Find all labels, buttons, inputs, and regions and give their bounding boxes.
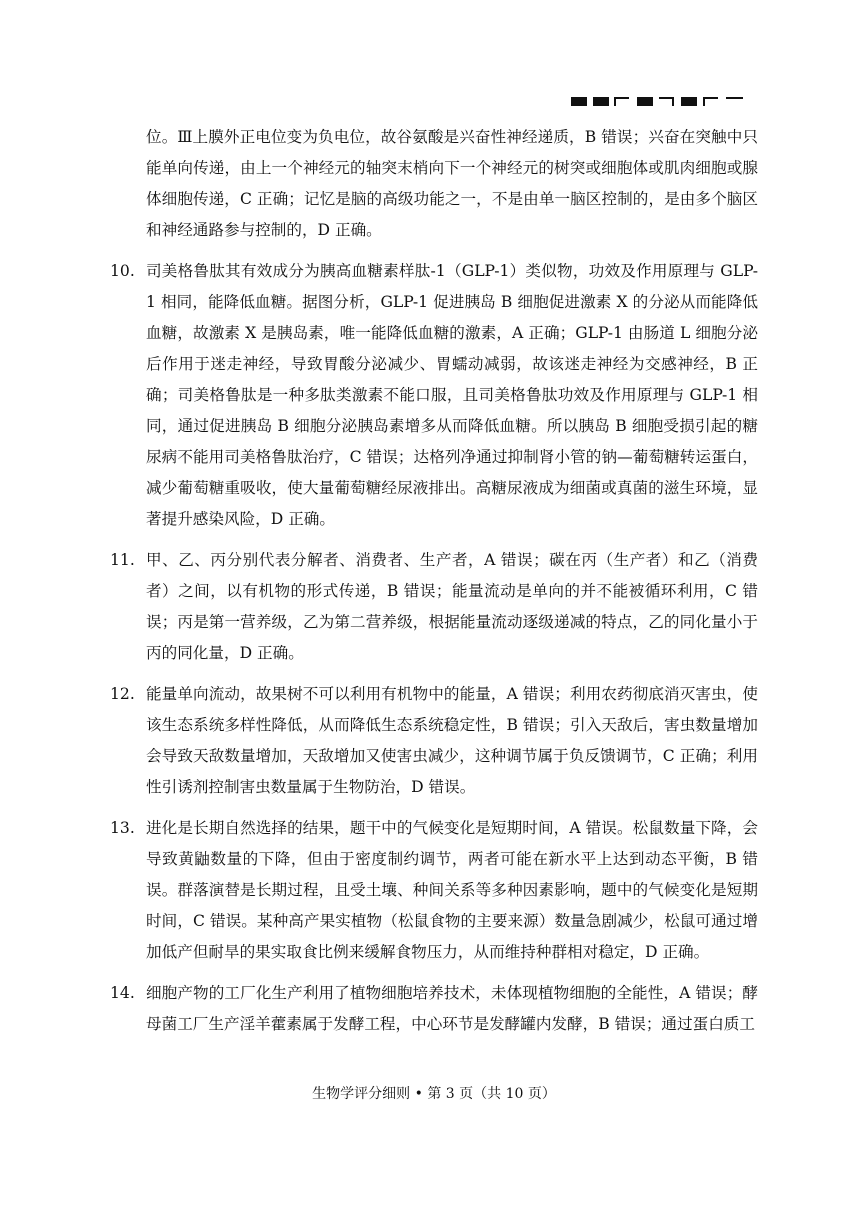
header-corner bbox=[704, 98, 718, 106]
answer-number: 13. bbox=[110, 819, 135, 837]
answer-10 bbox=[110, 256, 758, 535]
header-block bbox=[571, 97, 587, 106]
answer-text: 细胞产物的工厂化生产利用了植物细胞培养技术，未体现植物细胞的全能性，A 错误；酵母菌工厂生产淫羊藿素属于发酵工程，中心环节是发酵罐内发酵，B 错误；通过蛋白质工 bbox=[146, 984, 758, 1033]
answer-number: 11. bbox=[110, 551, 135, 569]
header-corner bbox=[615, 98, 629, 106]
header-corner bbox=[659, 98, 673, 106]
header-block bbox=[637, 97, 653, 106]
paragraph-continued: 位。Ⅲ上膜外正电位变为负电位，故谷氨酸是兴奋性神经递质，B 错误；兴奋在突触中只能单向传递，由上一个神经元的轴突末梢向下一个神经元的树突或细胞体或肌肉细胞或腺体细胞传递，C 正确；记忆是脑的高级功能之一，不是由单一脑区控制的，是由多个脑区和神经通路参与控制的，D 正确。 bbox=[146, 128, 758, 239]
answer-text: 司美格鲁肽其有效成分为胰高血糖素样肽-1（GLP-1）类似物，功效及作用原理与 GLP-1 相同，能降低血糖。据图分析，GLP-1 促进胰岛 B 细胞促进激素 X 的分泌从而能降低血糖，故激素 X 是胰岛素，唯一能降低血糖的激素，A 正确；GLP-1 由肠道 L 细胞分泌后作用于迷走神经，导致胃酸分泌减少、胃蠕动减弱，故该迷走神经为交感神经，B 正确；司美格鲁肽是一种多肽类激素不能口服，且司美格鲁肽功效及作用原理与 GLP-1 相同，通过促进胰岛 B 细胞分泌胰岛素增多从而降低血糖。所以胰岛 B 细胞受损引起的糖尿病不能用司美格鲁肽治疗，C 错误；达格列净通过抑制肾小管的钠—葡萄糖转运蛋白，减少葡萄糖重吸收，使大量葡萄糖经尿液排出。高糖尿液成为细菌或真菌的滋生环境，显著提升感染风险，D 正确。 bbox=[146, 262, 758, 528]
answer-12 bbox=[110, 679, 758, 803]
answer-number: 12. bbox=[110, 685, 135, 703]
header-block bbox=[593, 97, 609, 106]
answer-14 bbox=[110, 978, 758, 1040]
answer-11 bbox=[110, 545, 758, 669]
document-body bbox=[110, 122, 758, 1050]
page-footer: 生物学评分细则 • 第 3 页（共 10 页） bbox=[312, 1086, 556, 1102]
answer-text: 进化是长期自然选择的结果，题干中的气候变化是短期时间，A 错误。松鼠数量下降，会导致黄鼬数量的下降，但由于密度制约调节，两者可能在新水平上达到动态平衡，B 错误。群落演替是长期过程，且受土壤、种间关系等多种因素影响，题中的气候变化是短期时间，C 错误。某种高产果实植物（松鼠食物的主要来源）数量急剧减少，松鼠可通过增加低产但耐旱的果实取食比例来缓解食物压力，从而维持种群相对稳定，D 正确。 bbox=[146, 819, 758, 961]
answer-13 bbox=[110, 813, 758, 968]
answer-number: 10. bbox=[110, 262, 135, 280]
answer-text: 甲、乙、丙分别代表分解者、消费者、生产者，A 错误；碳在丙（生产者）和乙（消费者）之间，以有机物的形式传递，B 错误；能量流动是单向的并不能被循环利用，C 错误；丙是第一营养级，乙为第二营养级，根据能量流动逐级递减的特点，乙的同化量小于丙的同化量，D 正确。 bbox=[146, 551, 758, 662]
answer-number: 14. bbox=[110, 984, 135, 1002]
answer-text: 能量单向流动，故果树不可以利用有机物中的能量，A 错误；利用农药彻底消灭害虫，使该生态系统多样性降低，从而降低生态系统稳定性，B 错误；引入天敌后，害虫数量增加会导致天敌数量增加，天敌增加又使害虫减少，这种调节属于负反馈调节，C 正确；利用性引诱剂控制害虫数量属于生物防治，D 错误。 bbox=[146, 685, 758, 796]
header-decoration bbox=[571, 96, 749, 108]
header-block bbox=[681, 97, 697, 106]
